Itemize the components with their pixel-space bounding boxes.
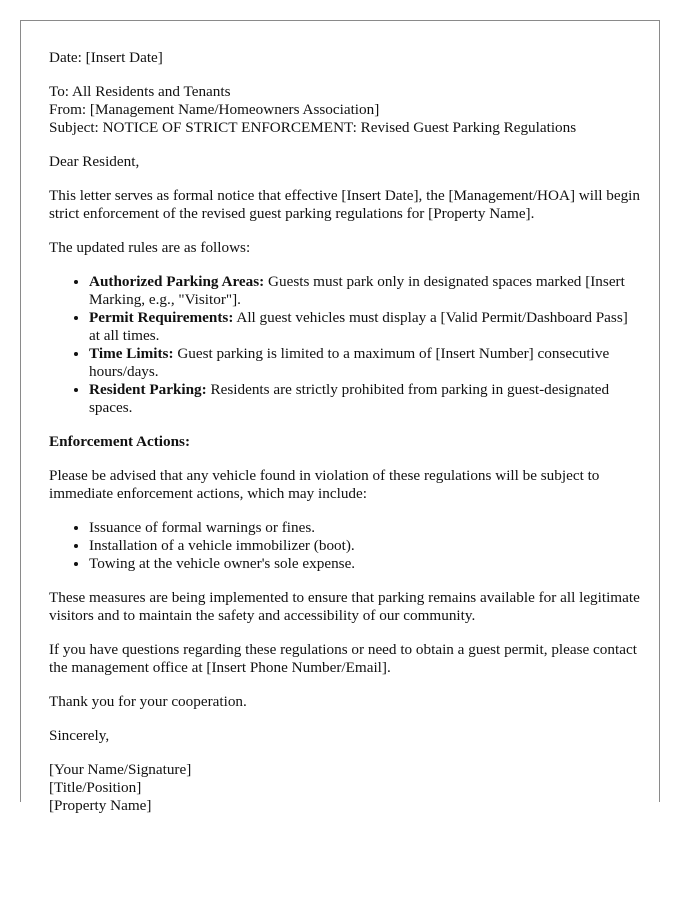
rule-title: Authorized Parking Areas: xyxy=(89,273,265,290)
closing-line: Sincerely, xyxy=(49,727,110,744)
questions-paragraph: If you have questions regarding these regulations or need to obtain a guest permit, please contact the management office at [Insert Phone Number/Email]. xyxy=(49,641,637,676)
intro-paragraph: This letter serves as formal notice that effective [Insert Date], the [Management/HOA] will begin strict enforcement of the revised guest parking regulations for [Property Name]. xyxy=(49,187,640,222)
rules-intro: The updated rules are as follows: xyxy=(49,239,251,256)
rule-item xyxy=(89,345,641,381)
rule-item xyxy=(89,273,641,309)
rule-title: Time Limits: xyxy=(89,345,174,362)
rule-title: Permit Requirements: xyxy=(89,309,234,326)
signature-org: [Property Name] xyxy=(49,797,152,814)
from-line: From: [Management Name/Homeowners Association] xyxy=(49,101,380,118)
salutation: Dear Resident, xyxy=(49,153,140,170)
rule-text: Guests must park only in designated spaces marked [Insert Marking, e.g., "Visitor"]. xyxy=(89,273,625,308)
rule-text: Guest parking is limited to a maximum of [Insert Number] consecutive hours/days. xyxy=(89,345,610,380)
rule-text: All guest vehicles must display a [Valid Permit/Dashboard Pass] at all times. xyxy=(89,309,628,344)
subject-line: Subject: NOTICE OF STRICT ENFORCEMENT: Revised Guest Parking Regulations xyxy=(49,119,577,136)
enforcement-item: • Issuance of formal warnings or fines. xyxy=(89,519,641,537)
enforcement-item: • Towing at the vehicle owner's sole expense. xyxy=(89,555,641,573)
enforcement-list xyxy=(49,519,641,573)
signature-name: [Your Name/Signature] xyxy=(49,761,192,778)
enforcement-item: • Installation of a vehicle immobilizer (boot). xyxy=(89,537,641,555)
rule-item xyxy=(89,381,641,417)
enforcement-heading: Enforcement Actions: xyxy=(49,433,191,450)
rule-item xyxy=(89,309,641,345)
measures-paragraph: These measures are being implemented to ensure that parking remains available for all legitimate visitors and to maintain the safety and accessibility of our community. xyxy=(49,589,640,624)
rule-text: Residents are strictly prohibited from parking in guest-designated spaces. xyxy=(89,381,610,416)
to-line: To: All Residents and Tenants xyxy=(49,83,231,100)
signature-title: [Title/Position] xyxy=(49,779,142,796)
enforcement-paragraph: Please be advised that any vehicle found in violation of these regulations will be subject to immediate enforcement actions, which may include: xyxy=(49,467,600,502)
rules-list xyxy=(49,273,641,417)
letter-content xyxy=(49,49,641,815)
thanks-line: Thank you for your cooperation. xyxy=(49,693,247,710)
address-block xyxy=(49,83,641,137)
date-line: Date: [Insert Date] xyxy=(49,49,163,66)
letter-page xyxy=(20,20,660,814)
rule-title: Resident Parking: xyxy=(89,381,207,398)
signature-block xyxy=(49,761,641,815)
